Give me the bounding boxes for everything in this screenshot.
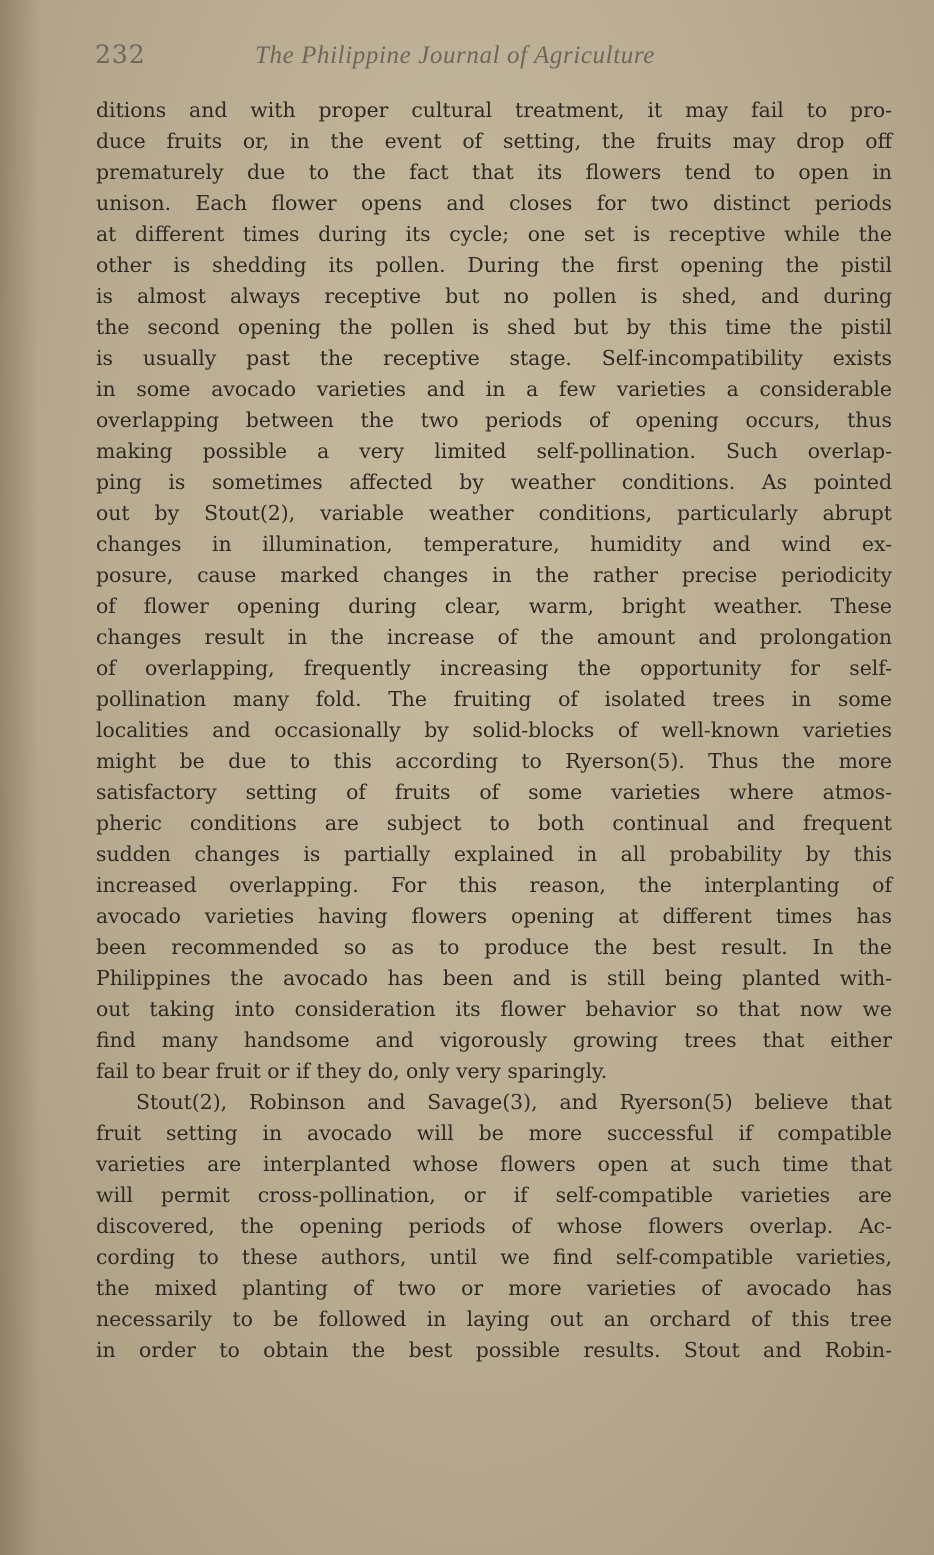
text-line: avocado varieties having flowers opening at different times has xyxy=(96,904,892,928)
text-line: find many handsome and vigorously growing trees that either xyxy=(96,1028,892,1052)
text-line: is usually past the receptive stage. Self-incompatibility exists xyxy=(96,346,892,370)
text-line: in some avocado varieties and in a few varieties a considerable xyxy=(96,377,892,401)
text-line: pollination many fold. The fruiting of isolated trees in some xyxy=(96,687,892,711)
text-line: other is shedding its pollen. During the first opening the pistil xyxy=(96,253,892,277)
text-line: pheric conditions are subject to both continual and frequent xyxy=(96,811,892,835)
text-line: ping is sometimes affected by weather conditions. As pointed xyxy=(96,470,892,494)
text-line: changes in illumination, temperature, humidity and wind ex- xyxy=(96,532,892,556)
text-line: at different times during its cycle; one set is receptive while the xyxy=(96,222,892,246)
text-line: out taking into consideration its flower behavior so that now we xyxy=(96,997,892,1021)
text-line: Philippines the avocado has been and is still being planted with- xyxy=(96,966,892,990)
text-line: prematurely due to the fact that its flowers tend to open in xyxy=(96,160,892,184)
text-line: duce fruits or, in the event of setting, the fruits may drop off xyxy=(96,129,892,153)
text-line: satisfactory setting of fruits of some varieties where atmos- xyxy=(96,780,892,804)
running-header xyxy=(95,40,855,74)
text-line: is almost always receptive but no pollen is shed, and during xyxy=(96,284,892,308)
paragraph-end-line: fail to bear fruit or if they do, only very sparingly. xyxy=(96,1059,608,1083)
text-line: varieties are interplanted whose flowers open at such time that xyxy=(96,1152,892,1176)
running-title: The Philippine Journal of Agriculture xyxy=(255,42,655,69)
text-line: of overlapping, frequently increasing the opportunity for self- xyxy=(96,656,892,680)
text-line: out by Stout(2), variable weather conditions, particularly abrupt xyxy=(96,501,892,525)
text-line: sudden changes is partially explained in all probability by this xyxy=(96,842,892,866)
text-line: discovered, the opening periods of whose flowers overlap. Ac- xyxy=(96,1214,892,1238)
text-line: increased overlapping. For this reason, the interplanting of xyxy=(96,873,892,897)
text-line: localities and occasionally by solid-blocks of well-known varieties xyxy=(96,718,892,742)
text-line: necessarily to be followed in laying out an orchard of this tree xyxy=(96,1307,892,1331)
text-line: of flower opening during clear, warm, bright weather. These xyxy=(96,594,892,618)
text-line: unison. Each flower opens and closes for two distinct periods xyxy=(96,191,892,215)
text-line: been recommended so as to produce the best result. In the xyxy=(96,935,892,959)
text-line: cording to these authors, until we find self-compatible varieties, xyxy=(96,1245,892,1269)
text-line: fruit setting in avocado will be more successful if compatible xyxy=(96,1121,892,1145)
text-line: will permit cross-pollination, or if self-compatible varieties are xyxy=(96,1183,892,1207)
text-line: the mixed planting of two or more varieties of avocado has xyxy=(96,1276,892,1300)
text-line: in order to obtain the best possible results. Stout and Robin- xyxy=(96,1338,892,1362)
text-line: overlapping between the two periods of opening occurs, thus xyxy=(96,408,892,432)
text-line: might be due to this according to Ryerson(5). Thus the more xyxy=(96,749,892,773)
text-line: making possible a very limited self-pollination. Such overlap- xyxy=(96,439,892,463)
page-edge-shadow xyxy=(0,0,40,1555)
text-line: the second opening the pollen is shed but by this time the pistil xyxy=(96,315,892,339)
text-line: ditions and with proper cultural treatment, it may fail to pro- xyxy=(96,98,892,122)
page-number: 232 xyxy=(95,40,146,69)
text-line: posure, cause marked changes in the rather precise periodicity xyxy=(96,563,892,587)
text-line: changes result in the increase of the amount and prolongation xyxy=(96,625,892,649)
body-text xyxy=(96,95,892,1366)
paragraph-start-line: Stout(2), Robinson and Savage(3), and Ryerson(5) believe that xyxy=(136,1090,892,1114)
